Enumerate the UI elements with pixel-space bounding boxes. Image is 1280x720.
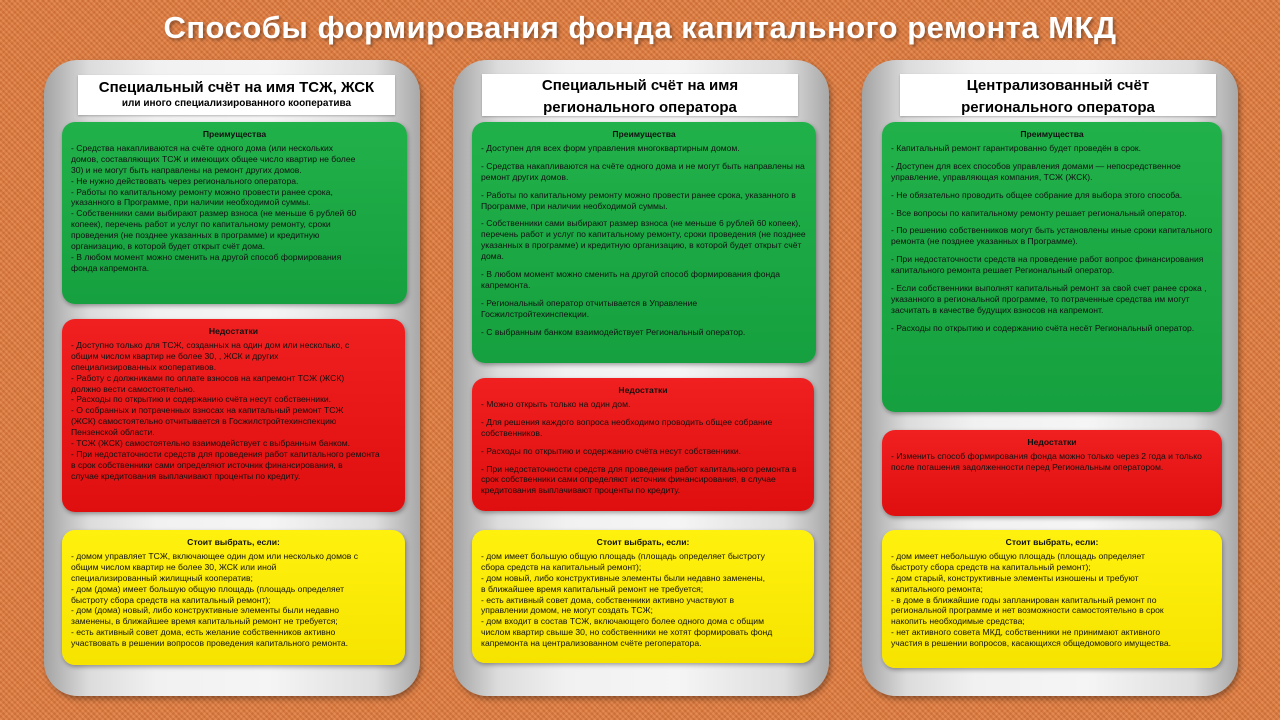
list-item: - Если собственники выполнят капитальный ремонт за свой счет ранее срока , указанного в региональной программе, то потраченные средства им могут засчитать в качестве будущих взносов на капремонт. bbox=[891, 283, 1207, 315]
list-item: домов, составляющих ТСЖ и имеющих общее число квартир не более bbox=[71, 153, 356, 164]
list-item: - дом имеет небольшую общую площадь (площадь определяет bbox=[891, 550, 1145, 561]
disadvantages-card bbox=[882, 430, 1222, 516]
list-item: - в доме в ближайшие годы запланирован капитальный ремонт по bbox=[891, 594, 1157, 605]
list-item: - ТСЖ (ЖСК) самостоятельно взаимодействует с выбранным банком. bbox=[71, 438, 351, 449]
choose-title: Стоит выбрать, если: bbox=[596, 537, 690, 547]
list-item: указанного в Программе, при наличии необходимой суммы. bbox=[71, 197, 311, 208]
list-item: копеек), перечень работ и услуг по капитальному ремонту, сроки bbox=[71, 219, 331, 230]
list-item: капитального ремонта; bbox=[891, 583, 983, 594]
list-item: общим числом квартир не более 30, ЖСК или иной bbox=[71, 561, 277, 572]
list-item: - дом (дома) новый, либо конструктивные элементы были недавно bbox=[71, 605, 339, 616]
disadvantages-title: Недостатки bbox=[618, 385, 668, 395]
disadvantages-list bbox=[71, 340, 396, 482]
choose-title: Стоит выбрать, если: bbox=[187, 537, 280, 547]
list-item: - Для решения каждого вопроса необходимо проводить общее собрание собственников. bbox=[481, 416, 773, 438]
list-item: - дом (дома) имеет большую общую площадь (площадь определяет bbox=[71, 583, 345, 594]
disadvantages-card bbox=[62, 319, 405, 512]
advantages-title: Преимущества bbox=[612, 129, 676, 139]
list-item: - Расходы по открытию и содержанию счёта несут собственники. bbox=[481, 445, 742, 456]
list-item: 30) и не могут быть направлены на ремонт других домов. bbox=[71, 164, 302, 175]
disadvantages-list bbox=[891, 451, 1213, 473]
list-item: - Изменить способ формирования фонда можно только через 2 года и только после погашения задолженности перед Региональным оператором. bbox=[891, 450, 1202, 472]
column-header bbox=[482, 74, 798, 116]
column-header bbox=[78, 75, 395, 115]
disadvantages-title: Недостатки bbox=[1027, 437, 1077, 447]
disadvantages-list bbox=[481, 399, 805, 496]
choose-card bbox=[882, 530, 1222, 668]
list-item: - Средства накапливаются на счёте одного дома и не могут быть направлены на ремонт других домов. bbox=[481, 160, 805, 182]
list-item: общим числом квартир не более 30, , ЖСК и других bbox=[71, 350, 279, 361]
advantages-card bbox=[472, 122, 816, 363]
list-item: - Капитальный ремонт гарантированно будет проведён в срок. bbox=[891, 142, 1141, 153]
advantages-title: Преимущества bbox=[1020, 129, 1084, 139]
list-item: заменены, в ближайшее время капитальный ремонт не требуется; bbox=[71, 616, 338, 627]
list-item: - О собранных и потраченных взносах на капитальный ремонт ТСЖ bbox=[71, 405, 344, 416]
list-item: - Можно открыть только на один дом. bbox=[481, 398, 631, 409]
list-item: случае кредитования выплачивают проценты по кредиту. bbox=[71, 470, 301, 481]
choose-list bbox=[71, 551, 396, 649]
list-item: - В любом момент можно сменить на другой способ формирования bbox=[71, 251, 342, 262]
page-title: Способы формирования фонда капитального ремонта МКД bbox=[163, 10, 1117, 45]
list-item: накопить необходимые средства; bbox=[891, 616, 1025, 627]
list-item: участвовать в решении вопросов проведения капитального ремонта. bbox=[71, 638, 348, 649]
column-header-title: Специальный счёт на имя bbox=[541, 77, 739, 94]
list-item: - Региональный оператор отчитывается в Управление Госжилстройтехинспекции. bbox=[481, 297, 698, 319]
list-item: - Работы по капитальному ремонту можно провести ранее срока, указанного в Программе, при наличии необходимой суммы. bbox=[481, 189, 796, 211]
list-item: - Средства накапливаются на счёте одного дома (или нескольких bbox=[71, 142, 334, 153]
column-header-subtitle: или иного специализированного кооператива bbox=[121, 98, 352, 109]
disadvantages-title: Недостатки bbox=[208, 326, 259, 336]
list-item: - Не обязательно проводить общее собрание для выбора этого способа. bbox=[891, 189, 1183, 200]
list-item: - Доступен для всех способов управления домами — непосредственное управление, управляющая компания, ТСЖ (ЖСК). bbox=[891, 160, 1181, 182]
list-item: - Все вопросы по капитальному ремонту решает региональный оператор. bbox=[891, 207, 1187, 218]
list-item: - Расходы по открытию и содержанию счёта несут собственники. bbox=[71, 394, 332, 405]
list-item: проведения (не позднее указанных в программе) и кредитную bbox=[71, 230, 320, 241]
list-item: - Доступен для всех форм управления многоквартирным домом. bbox=[481, 142, 740, 153]
list-item: - Работу с должниками по оплате взносов на капремонт ТСЖ (ЖСК) bbox=[71, 372, 345, 383]
list-item: - При недостаточности средств для проведения работ капитального ремонта bbox=[71, 448, 380, 459]
list-item: - есть активный совет дома, собственники активно участвуют в bbox=[481, 594, 735, 605]
list-item: - Собственники сами выбирают размер взноса (не меньше 6 рублей 60 копеек), перечень работ и услуг по капитальному ремонту, сроки проведения (не позднее указанных в программе) и кредитную организацию, в которой будет открыт счёт дома. bbox=[481, 218, 806, 262]
advantages-list bbox=[481, 143, 807, 338]
list-item: - Не нужно действовать через регионального оператора. bbox=[71, 175, 299, 186]
list-item: - Работы по капитальному ремонту можно провести ранее срока, bbox=[71, 186, 333, 197]
list-item: - есть активный совет дома, есть желание собственников активно bbox=[71, 627, 336, 638]
list-item: Пензенской области. bbox=[71, 427, 155, 438]
list-item: - домом управляет ТСЖ, включающее один дом или несколько домов с bbox=[71, 550, 359, 561]
advantages-card bbox=[62, 122, 407, 304]
list-item: - По решению собственников могут быть установлены иные сроки капитального ремонта (не позднее указанных в Программе). bbox=[891, 225, 1213, 247]
column-centralized-account bbox=[862, 60, 1238, 696]
list-item: - При недостаточности средств на проведение работ вопрос финансирования капитального ремонта решает Региональный оператор. bbox=[891, 254, 1204, 276]
column-header-title: Централизованный счёт bbox=[966, 77, 1150, 94]
list-item: быстроту сбора средств на капитальный ремонт); bbox=[71, 594, 271, 605]
list-item: сбора средств на капитальный ремонт); bbox=[481, 561, 642, 572]
list-item: - дом имеет большую общую площадь (площадь определяет быстроту bbox=[481, 550, 765, 561]
list-item: должно вести самостоятельно. bbox=[71, 383, 196, 394]
choose-title: Стоит выбрать, если: bbox=[1005, 537, 1099, 547]
list-item: специализированных кооперативов. bbox=[71, 361, 217, 372]
list-item: специализированный жилищный кооператив; bbox=[71, 572, 253, 583]
column-header-subtitle: регионального оператора bbox=[543, 99, 737, 116]
advantages-title: Преимущества bbox=[202, 129, 267, 139]
list-item: в ближайшее время капитальный ремонт не требуется; bbox=[481, 583, 704, 594]
list-item: региональной программе и нет возможности самостоятельно в срок bbox=[891, 605, 1164, 616]
advantages-list bbox=[71, 143, 398, 274]
list-item: - При недостаточности средств для проведения работ капитального ремонта в срок собственники сами определяют источник финансирования, в случае кредитования выплачивают проценты по кредиту. bbox=[481, 463, 797, 496]
disadvantages-card bbox=[472, 378, 814, 511]
list-item: - дом новый, либо конструктивные элементы были недавно заменены, bbox=[481, 572, 766, 583]
list-item: - дом старый, конструктивные элементы изношены и требуют bbox=[891, 572, 1139, 583]
list-item: быстроту сбора средств на капитальный ремонт); bbox=[891, 561, 1091, 572]
list-item: управлении домом, не могут создать ТСЖ; bbox=[481, 605, 653, 616]
list-item: капремонта на централизованном счёте регоператора. bbox=[481, 638, 702, 649]
column-special-account-hoa bbox=[44, 60, 420, 696]
column-special-account-operator bbox=[453, 60, 829, 696]
list-item: - Собственники сами выбирают размер взноса (не меньше 6 рублей 60 bbox=[71, 208, 357, 219]
list-item: участия в решении вопросов, касающихся общедомового имущества. bbox=[891, 638, 1172, 649]
advantages-card bbox=[882, 122, 1222, 412]
choose-card bbox=[62, 530, 405, 665]
list-item: - Доступно только для ТСЖ, созданных на один дом или несколько, с bbox=[71, 339, 350, 350]
advantages-list bbox=[891, 143, 1213, 334]
list-item: числом квартир свыше 30, но собственники не хотят формировать фонд bbox=[481, 627, 773, 638]
list-item: - С выбранным банком взаимодействует Региональный оператор. bbox=[481, 326, 746, 337]
choose-card bbox=[472, 530, 814, 663]
column-header bbox=[900, 74, 1216, 116]
list-item: - нет активного совета МКД, собственники не принимают активного bbox=[891, 627, 1161, 638]
column-header-title: Специальный счёт на имя ТСЖ, ЖСК bbox=[98, 79, 375, 96]
list-item: - Расходы по открытию и содержанию счёта несёт Региональный оператор. bbox=[891, 322, 1195, 333]
choose-list bbox=[891, 551, 1213, 649]
list-item: фонда капремонта. bbox=[71, 262, 150, 273]
list-item: (ЖСК) самостоятельно отчитывается в Госжилстройтехинспекцию bbox=[71, 416, 337, 427]
list-item: в срок собственники сами определяют источник финансирования, в bbox=[71, 459, 343, 470]
column-header-subtitle: регионального оператора bbox=[961, 99, 1155, 116]
list-item: - В любом момент можно сменить на другой способ формирования фонда капремонта. bbox=[481, 269, 781, 290]
choose-list bbox=[481, 551, 805, 649]
list-item: - дом входит в состав ТСЖ, включающего более одного дома с общим bbox=[481, 616, 765, 627]
list-item: организацию, в которой будет открыт счёт дома. bbox=[71, 241, 266, 252]
